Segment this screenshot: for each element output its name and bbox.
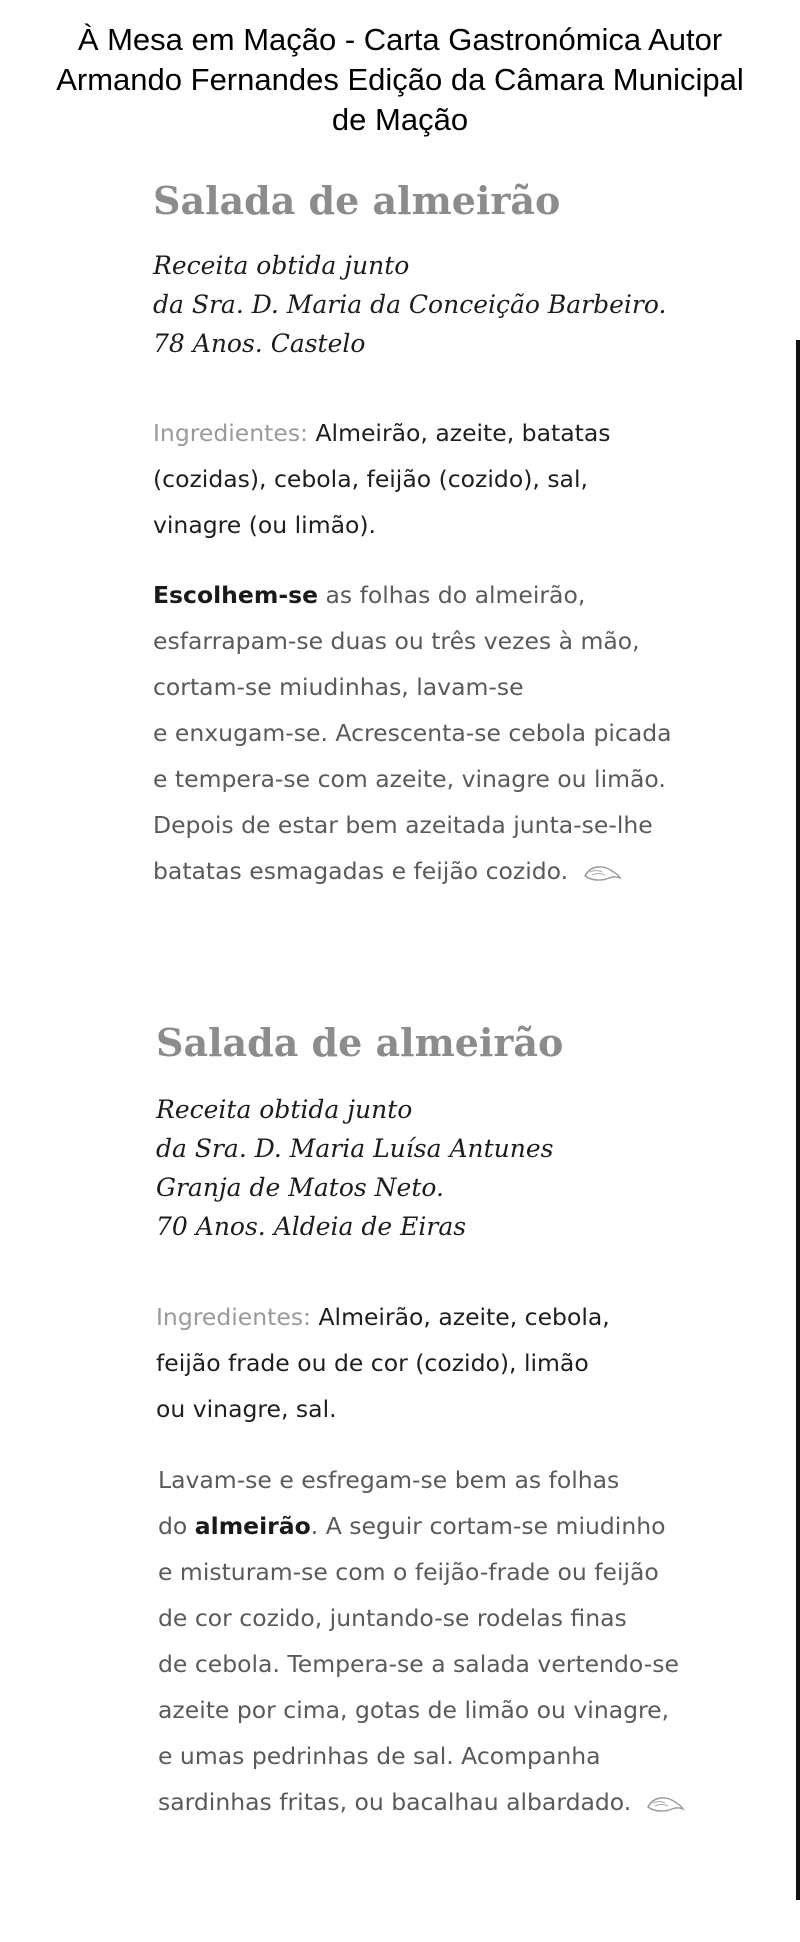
method-text: de cor cozido, juntando-se rodelas finas	[158, 1604, 627, 1632]
method-lead-word: Escolhem-se	[153, 581, 319, 609]
recipe-title: Salada de almeirão	[153, 178, 561, 223]
ingredients-text: Almeirão, azeite, batatas	[315, 419, 611, 447]
header-line: À Mesa em Mação - Carta Gastronómica Autor	[77, 22, 723, 57]
method-text: . A seguir cortam-se miudinho	[310, 1512, 666, 1540]
method-text: batatas esmagadas e feijão cozido.	[153, 857, 569, 885]
method-text: e umas pedrinhas de sal. Acompanha	[158, 1742, 601, 1770]
ingredients-label: Ingredientes:	[153, 419, 308, 447]
method-text: e misturam-se com o feijão-frade ou feijão	[158, 1558, 659, 1586]
method-text: esfarrapam-se duas ou três vezes à mão,	[153, 627, 640, 655]
ingredients-text: ou vinagre, sal.	[156, 1395, 337, 1423]
method-text: Depois de estar bem azeitada junta-se-lhe	[153, 811, 653, 839]
recipe-source	[156, 1090, 554, 1246]
method-emphasis: almeirão	[194, 1512, 311, 1540]
method-text: Lavam-se e esfregam-se bem as folhas	[158, 1466, 620, 1494]
header-line: Armando Fernandes Edição da Câmara Municipal	[56, 62, 744, 97]
method-text: azeite por cima, gotas de limão ou vinagre,	[158, 1696, 670, 1724]
source-line: Granja de Matos Neto.	[156, 1173, 444, 1202]
method-text: do	[158, 1512, 188, 1540]
ingredients-text: Almeirão, azeite, cebola,	[318, 1303, 610, 1331]
source-line: 78 Anos. Castelo	[153, 329, 366, 358]
recipe-title: Salada de almeirão	[156, 1020, 564, 1065]
fish-icon	[582, 862, 622, 884]
method-text: sardinhas fritas, ou bacalhau albardado.	[158, 1788, 632, 1816]
method-text: de cebola. Tempera-se a salada vertendo-se	[158, 1650, 679, 1678]
recipe-source	[153, 246, 666, 363]
ingredients-text: (cozidas), cebola, feijão (cozido), sal,	[153, 465, 588, 493]
source-line: da Sra. D. Maria Luísa Antunes	[156, 1134, 554, 1163]
method-block	[153, 572, 672, 894]
source-line: da Sra. D. Maria da Conceição Barbeiro.	[153, 290, 667, 319]
method-text: as folhas do almeirão,	[325, 581, 586, 609]
method-block	[158, 1457, 685, 1825]
page-edge-shadow	[796, 340, 800, 1900]
method-text: cortam-se miudinhas, lavam-se	[153, 673, 524, 701]
ingredients-label: Ingredientes:	[156, 1303, 311, 1331]
fish-icon	[645, 1793, 685, 1815]
method-text: e enxugam-se. Acrescenta-se cebola picada	[153, 719, 672, 747]
ingredients-text: vinagre (ou limão).	[153, 511, 376, 539]
ingredients-text: feijão frade ou de cor (cozido), limão	[156, 1349, 589, 1377]
ingredients-block	[153, 410, 610, 548]
source-line: Receita obtida junto	[153, 251, 410, 280]
source-line: Receita obtida junto	[156, 1095, 413, 1124]
ingredients-block	[156, 1294, 610, 1432]
document-header	[0, 20, 800, 140]
method-text: e tempera-se com azeite, vinagre ou limão.	[153, 765, 666, 793]
source-line: 70 Anos. Aldeia de Eiras	[156, 1212, 467, 1241]
header-line: de Mação	[331, 102, 469, 137]
